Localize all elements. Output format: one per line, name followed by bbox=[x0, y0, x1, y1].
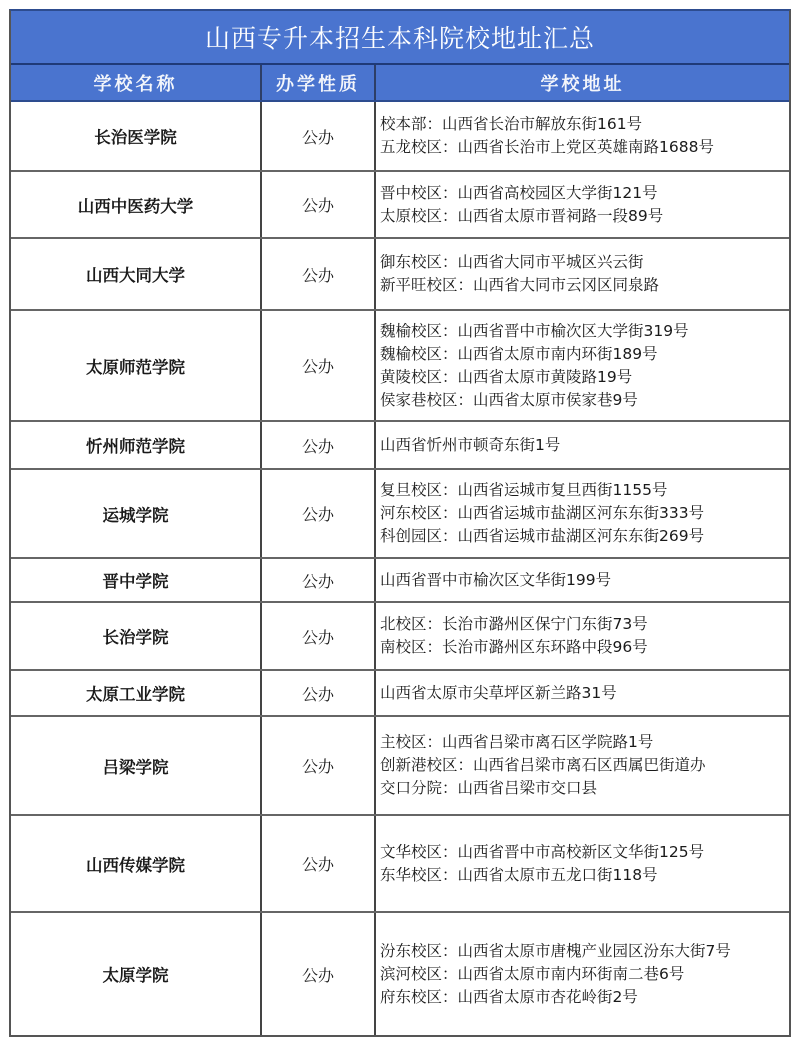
school-address bbox=[376, 559, 789, 601]
address-line: 山西省太原市尖草坪区新兰路31号 bbox=[380, 683, 617, 702]
address-line: 御东校区：山西省大同市平城区兴云街 bbox=[380, 253, 644, 271]
school-type: 公办 bbox=[262, 603, 376, 669]
address-line: 交口分院：山西省吕梁市交口县 bbox=[380, 779, 598, 797]
address-line: 滨河校区：山西省太原市南内环街南二巷6号 bbox=[380, 964, 685, 983]
header-school-type: 办学性质 bbox=[262, 65, 376, 100]
address-line: 创新港校区：山西省吕梁市离石区西属巴街道办 bbox=[380, 756, 706, 774]
address-line: 新平旺校区：山西省大同市云冈区同泉路 bbox=[380, 276, 660, 294]
address-line: 晋中校区：山西省高校园区大学街121号 bbox=[380, 183, 658, 202]
address-line: 主校区：山西省吕梁市离石区学院路1号 bbox=[380, 733, 654, 751]
address-line: 府东校区：山西省太原市杏花岭街2号 bbox=[380, 987, 638, 1006]
address-line: 黄陵校区：山西省太原市黄陵路19号 bbox=[380, 367, 633, 386]
school-type: 公办 bbox=[262, 559, 376, 601]
address-line: 科创园区：山西省运城市盐湖区河东东街269号 bbox=[380, 527, 705, 545]
school-type: 公办 bbox=[262, 816, 376, 911]
school-name: 山西中医药大学 bbox=[11, 172, 262, 237]
header-school-name: 学校名称 bbox=[11, 65, 262, 100]
address-line: 校本部：山西省长治市解放东街161号 bbox=[380, 115, 643, 133]
address-line: 河东校区：山西省运城市盐湖区河东东街333号 bbox=[380, 504, 705, 522]
school-name: 晋中学院 bbox=[11, 559, 262, 601]
school-name: 长治医学院 bbox=[11, 102, 262, 170]
table-row bbox=[11, 671, 789, 717]
address-line: 汾东校区：山西省太原市唐槐产业园区汾东大街7号 bbox=[380, 941, 731, 960]
address-line: 复旦校区：山西省运城市复旦西街1155号 bbox=[380, 481, 668, 499]
school-name: 运城学院 bbox=[11, 470, 262, 557]
table-row bbox=[11, 559, 789, 603]
school-address bbox=[376, 913, 789, 1035]
address-line: 山西省忻州市顿奇东街1号 bbox=[380, 435, 561, 454]
school-name: 吕梁学院 bbox=[11, 717, 262, 814]
table-row bbox=[11, 913, 789, 1035]
address-line: 魏榆校区：山西省晋中市榆次区大学街319号 bbox=[380, 321, 689, 340]
address-line: 太原校区：山西省太原市晋祠路一段89号 bbox=[380, 206, 664, 225]
school-name: 太原师范学院 bbox=[11, 311, 262, 420]
school-address bbox=[376, 717, 789, 814]
address-line: 北校区：长治市潞州区保宁门东街73号 bbox=[380, 615, 648, 633]
address-line: 山西省晋中市榆次区文华街199号 bbox=[380, 570, 612, 589]
table-row bbox=[11, 422, 789, 470]
school-type: 公办 bbox=[262, 913, 376, 1035]
table-row bbox=[11, 717, 789, 816]
school-address bbox=[376, 671, 789, 715]
address-line: 南校区：长治市潞州区东环路中段96号 bbox=[380, 638, 648, 656]
address-line: 文华校区：山西省晋中市高校新区文华街125号 bbox=[380, 842, 705, 861]
table-header-row bbox=[11, 65, 789, 102]
school-type: 公办 bbox=[262, 311, 376, 420]
school-address bbox=[376, 470, 789, 557]
school-address bbox=[376, 816, 789, 911]
school-type: 公办 bbox=[262, 239, 376, 309]
school-address bbox=[376, 239, 789, 309]
table-row bbox=[11, 102, 789, 172]
school-name: 太原学院 bbox=[11, 913, 262, 1035]
school-type: 公办 bbox=[262, 671, 376, 715]
school-type: 公办 bbox=[262, 717, 376, 814]
table-row bbox=[11, 239, 789, 311]
school-name: 太原工业学院 bbox=[11, 671, 262, 715]
table-row bbox=[11, 816, 789, 913]
address-line: 东华校区：山西省太原市五龙口街118号 bbox=[380, 865, 658, 884]
table-row bbox=[11, 470, 789, 559]
school-address-table bbox=[9, 9, 791, 1037]
school-type: 公办 bbox=[262, 422, 376, 468]
school-type: 公办 bbox=[262, 172, 376, 237]
school-name: 山西传媒学院 bbox=[11, 816, 262, 911]
school-type: 公办 bbox=[262, 470, 376, 557]
school-type: 公办 bbox=[262, 102, 376, 170]
school-name: 山西大同大学 bbox=[11, 239, 262, 309]
school-address bbox=[376, 102, 789, 170]
address-line: 魏榆校区：山西省太原市南内环街189号 bbox=[380, 344, 658, 363]
school-address bbox=[376, 172, 789, 237]
school-name: 长治学院 bbox=[11, 603, 262, 669]
school-name: 忻州师范学院 bbox=[11, 422, 262, 468]
address-line: 五龙校区：山西省长治市上党区英雄南路1688号 bbox=[380, 138, 714, 156]
table-row bbox=[11, 311, 789, 422]
school-address bbox=[376, 422, 789, 468]
table-row bbox=[11, 603, 789, 671]
school-address bbox=[376, 603, 789, 669]
table-title: 山西专升本招生本科院校地址汇总 bbox=[11, 11, 789, 65]
table-row bbox=[11, 172, 789, 239]
header-school-address: 学校地址 bbox=[540, 73, 625, 95]
address-line: 侯家巷校区：山西省太原市侯家巷9号 bbox=[380, 390, 638, 409]
school-address bbox=[376, 311, 789, 420]
